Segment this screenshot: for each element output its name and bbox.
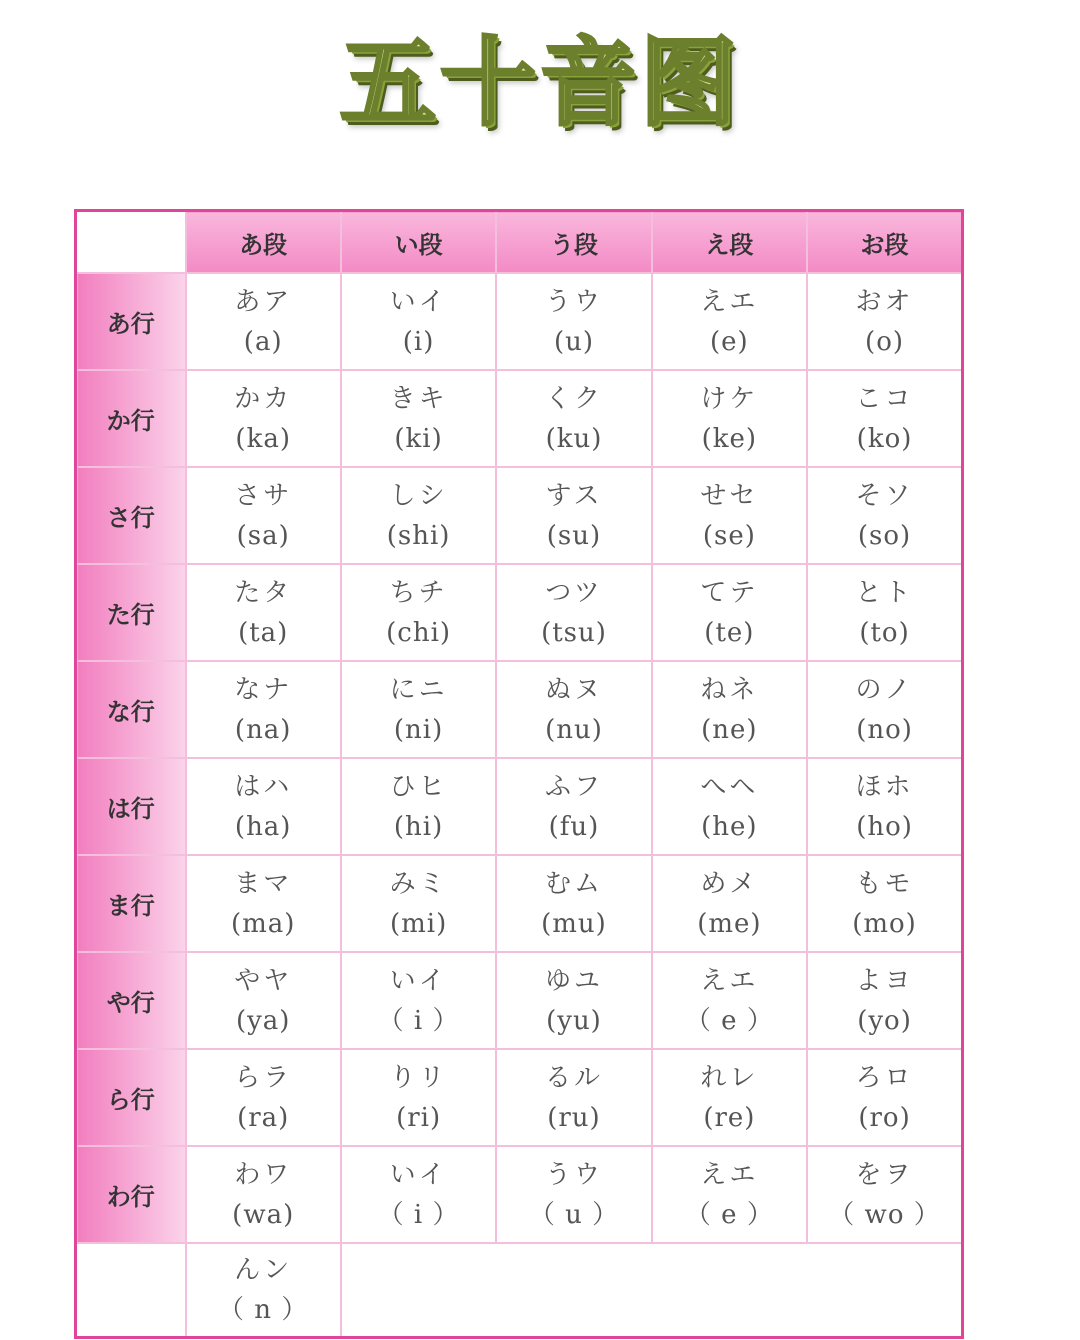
kana-text: まマ bbox=[234, 868, 293, 899]
kana-cell bbox=[652, 273, 807, 370]
kana-text: ろロ bbox=[855, 1062, 914, 1093]
kana-cell bbox=[186, 758, 341, 855]
kana-cell bbox=[807, 370, 962, 467]
kana-text: くク bbox=[544, 383, 603, 414]
column-header-row bbox=[76, 211, 963, 274]
kana-text: あア bbox=[234, 286, 293, 317]
kana-text: めメ bbox=[700, 868, 759, 899]
kana-cell bbox=[186, 467, 341, 564]
row-label: か行 bbox=[76, 370, 186, 467]
column-header: う段 bbox=[496, 211, 651, 274]
row-label: あ行 bbox=[76, 273, 186, 370]
romaji-text: (ro) bbox=[858, 1102, 911, 1133]
kana-cell bbox=[652, 1049, 807, 1146]
kana-text: るル bbox=[544, 1062, 603, 1093]
kana-cell bbox=[807, 1146, 962, 1243]
kana-text: そソ bbox=[855, 480, 914, 511]
romaji-text: (ru) bbox=[547, 1102, 601, 1133]
table-row bbox=[76, 855, 963, 952]
row-label-empty bbox=[76, 1243, 186, 1338]
kana-cell bbox=[652, 1146, 807, 1243]
table-body bbox=[76, 273, 963, 1338]
kana-text: よヨ bbox=[855, 965, 914, 996]
romaji-text: (ne) bbox=[701, 714, 758, 745]
column-header: あ段 bbox=[186, 211, 341, 274]
kana-cell bbox=[496, 1049, 651, 1146]
kana-text: さサ bbox=[234, 480, 293, 511]
romaji-text: (su) bbox=[546, 520, 602, 551]
kana-text: へヘ bbox=[700, 771, 759, 802]
romaji-text: (mi) bbox=[389, 908, 448, 939]
kana-text: みミ bbox=[389, 868, 448, 899]
kana-text: いイ bbox=[389, 965, 448, 996]
kana-cell bbox=[341, 467, 496, 564]
romaji-text: (ni) bbox=[393, 714, 444, 745]
kana-cell bbox=[186, 564, 341, 661]
romaji-text: (re) bbox=[703, 1102, 756, 1133]
kana-text: をヲ bbox=[855, 1159, 914, 1190]
romaji-text: (ka) bbox=[235, 423, 291, 454]
kana-cell bbox=[496, 370, 651, 467]
romaji-text: (ho) bbox=[856, 811, 913, 842]
kana-text: てテ bbox=[700, 577, 759, 608]
romaji-text: （ e ） bbox=[684, 1005, 774, 1036]
kana-text: しシ bbox=[389, 480, 448, 511]
romaji-text: (sa) bbox=[236, 520, 290, 551]
romaji-text: (tsu) bbox=[541, 617, 607, 648]
kana-text: らラ bbox=[234, 1062, 293, 1093]
kana-cell bbox=[652, 564, 807, 661]
kana-text: こコ bbox=[855, 383, 914, 414]
kana-text: うウ bbox=[544, 286, 603, 317]
kana-text: んン bbox=[234, 1255, 293, 1285]
kana-cell bbox=[186, 1146, 341, 1243]
romaji-text: (ma) bbox=[230, 908, 296, 939]
kana-cell bbox=[341, 1049, 496, 1146]
kana-cell bbox=[496, 467, 651, 564]
kana-cell bbox=[341, 564, 496, 661]
row-label: わ行 bbox=[76, 1146, 186, 1243]
kana-cell bbox=[807, 1049, 962, 1146]
corner-cell bbox=[76, 211, 186, 274]
romaji-text: (me) bbox=[697, 908, 762, 939]
kana-text: ふフ bbox=[544, 771, 603, 802]
table-row bbox=[76, 273, 963, 370]
kana-cell bbox=[186, 952, 341, 1049]
kana-cell bbox=[341, 661, 496, 758]
romaji-text: (shi) bbox=[386, 520, 451, 551]
kana-cell bbox=[341, 370, 496, 467]
kana-cell bbox=[496, 661, 651, 758]
kana-text: たタ bbox=[234, 577, 293, 608]
romaji-text: (se) bbox=[702, 520, 756, 551]
romaji-text: (na) bbox=[234, 714, 292, 745]
gojuon-table bbox=[74, 209, 964, 1339]
romaji-text: (yu) bbox=[546, 1005, 602, 1036]
kana-text: ぬヌ bbox=[544, 674, 603, 705]
kana-cell bbox=[496, 273, 651, 370]
romaji-text: (mo) bbox=[852, 908, 917, 939]
kana-text: のノ bbox=[855, 674, 914, 705]
table-row bbox=[76, 467, 963, 564]
kana-cell bbox=[341, 1146, 496, 1243]
row-label: ま行 bbox=[76, 855, 186, 952]
romaji-text: (fu) bbox=[548, 811, 600, 842]
kana-cell bbox=[341, 855, 496, 952]
kana-text: れレ bbox=[700, 1062, 759, 1093]
romaji-text: (he) bbox=[701, 811, 758, 842]
kana-cell bbox=[652, 758, 807, 855]
table-row bbox=[76, 758, 963, 855]
romaji-text: (chi) bbox=[386, 617, 452, 648]
kana-text: けケ bbox=[700, 383, 759, 414]
row-label: ら行 bbox=[76, 1049, 186, 1146]
romaji-text: (a) bbox=[243, 326, 283, 357]
kana-cell bbox=[652, 370, 807, 467]
kana-text: ひヒ bbox=[389, 771, 448, 802]
column-header: お段 bbox=[807, 211, 962, 274]
kana-cell bbox=[496, 952, 651, 1049]
kana-cell bbox=[186, 661, 341, 758]
kana-text: はハ bbox=[234, 771, 293, 802]
kana-text: むム bbox=[544, 868, 603, 899]
romaji-text: （ u ） bbox=[528, 1199, 620, 1230]
romaji-text: (to) bbox=[859, 617, 910, 648]
kana-cell bbox=[186, 1049, 341, 1146]
romaji-text: (ko) bbox=[856, 423, 913, 454]
kana-text: ゆユ bbox=[544, 965, 603, 996]
kana-cell bbox=[652, 952, 807, 1049]
empty-cell bbox=[341, 1243, 963, 1338]
kana-cell bbox=[496, 758, 651, 855]
romaji-text: (ra) bbox=[237, 1102, 290, 1133]
kana-cell bbox=[652, 855, 807, 952]
kana-cell bbox=[186, 370, 341, 467]
kana-text: せセ bbox=[700, 480, 759, 511]
kana-text: にニ bbox=[389, 674, 448, 705]
column-header: え段 bbox=[652, 211, 807, 274]
table-row bbox=[76, 1146, 963, 1243]
kana-text: わワ bbox=[234, 1159, 293, 1190]
romaji-text: (u) bbox=[553, 326, 594, 357]
romaji-text: (wa) bbox=[232, 1199, 295, 1230]
romaji-text: (e) bbox=[710, 326, 749, 357]
romaji-text: （ i ） bbox=[377, 1005, 460, 1036]
table-row bbox=[76, 661, 963, 758]
romaji-text: （ wo ） bbox=[828, 1199, 941, 1230]
table-row-n bbox=[76, 1243, 963, 1338]
kana-text: いイ bbox=[389, 286, 448, 317]
kana-text: やヤ bbox=[234, 965, 293, 996]
kana-text: えエ bbox=[700, 1159, 759, 1190]
kana-cell bbox=[341, 273, 496, 370]
kana-text: うウ bbox=[544, 1159, 603, 1190]
kana-cell bbox=[186, 273, 341, 370]
romaji-text: （ i ） bbox=[377, 1199, 460, 1230]
romaji-text: (te) bbox=[704, 617, 755, 648]
kana-text: ちチ bbox=[389, 577, 448, 608]
kana-cell bbox=[807, 467, 962, 564]
kana-cell bbox=[807, 273, 962, 370]
romaji-text: (ya) bbox=[235, 1005, 291, 1036]
row-label: や行 bbox=[76, 952, 186, 1049]
kana-cell bbox=[652, 661, 807, 758]
kana-text: なナ bbox=[234, 674, 293, 705]
kana-cell bbox=[807, 564, 962, 661]
kana-cell bbox=[496, 1146, 651, 1243]
kana-text: えエ bbox=[700, 286, 759, 317]
table-row bbox=[76, 952, 963, 1049]
kana-cell bbox=[807, 758, 962, 855]
kana-cell bbox=[807, 661, 962, 758]
kana-text: えエ bbox=[700, 965, 759, 996]
table-row bbox=[76, 564, 963, 661]
kana-text: ほホ bbox=[855, 771, 914, 802]
page-title: 五十音图 bbox=[340, 27, 740, 139]
kana-cell bbox=[807, 855, 962, 952]
table-row bbox=[76, 1049, 963, 1146]
kana-text: すス bbox=[545, 480, 603, 511]
kana-cell bbox=[496, 564, 651, 661]
kana-cell bbox=[186, 855, 341, 952]
romaji-text: (o) bbox=[865, 326, 904, 357]
romaji-text: （ n ） bbox=[218, 1295, 309, 1325]
kana-cell bbox=[652, 467, 807, 564]
romaji-text: (ki) bbox=[394, 423, 443, 454]
romaji-text: (ke) bbox=[701, 423, 758, 454]
kana-text: かカ bbox=[234, 383, 293, 414]
kana-text: つツ bbox=[545, 577, 603, 608]
romaji-text: (so) bbox=[857, 520, 912, 551]
kana-text: ねネ bbox=[700, 674, 759, 705]
row-label: さ行 bbox=[76, 467, 186, 564]
romaji-text: (ri) bbox=[396, 1102, 442, 1133]
kana-text: おオ bbox=[855, 286, 914, 317]
kana-cell-n bbox=[186, 1243, 341, 1338]
kana-cell bbox=[341, 952, 496, 1049]
column-header: い段 bbox=[341, 211, 496, 274]
table-row bbox=[76, 370, 963, 467]
kana-text: りリ bbox=[389, 1062, 448, 1093]
row-label: は行 bbox=[76, 758, 186, 855]
kana-text: きキ bbox=[389, 383, 448, 414]
romaji-text: (ku) bbox=[545, 423, 603, 454]
romaji-text: (no) bbox=[856, 714, 913, 745]
kana-text: もモ bbox=[855, 868, 914, 899]
kana-text: とト bbox=[855, 577, 914, 608]
romaji-text: (yo) bbox=[857, 1005, 912, 1036]
romaji-text: (mu) bbox=[541, 908, 607, 939]
romaji-text: (hi) bbox=[393, 811, 444, 842]
row-label: た行 bbox=[76, 564, 186, 661]
kana-cell bbox=[341, 758, 496, 855]
kana-cell bbox=[807, 952, 962, 1049]
row-label: な行 bbox=[76, 661, 186, 758]
romaji-text: (nu) bbox=[545, 714, 603, 745]
kana-cell bbox=[496, 855, 651, 952]
romaji-text: (ta) bbox=[238, 617, 289, 648]
romaji-text: (i) bbox=[402, 326, 435, 357]
kana-text: いイ bbox=[389, 1159, 448, 1190]
romaji-text: (ha) bbox=[234, 811, 292, 842]
romaji-text: （ e ） bbox=[684, 1199, 774, 1230]
